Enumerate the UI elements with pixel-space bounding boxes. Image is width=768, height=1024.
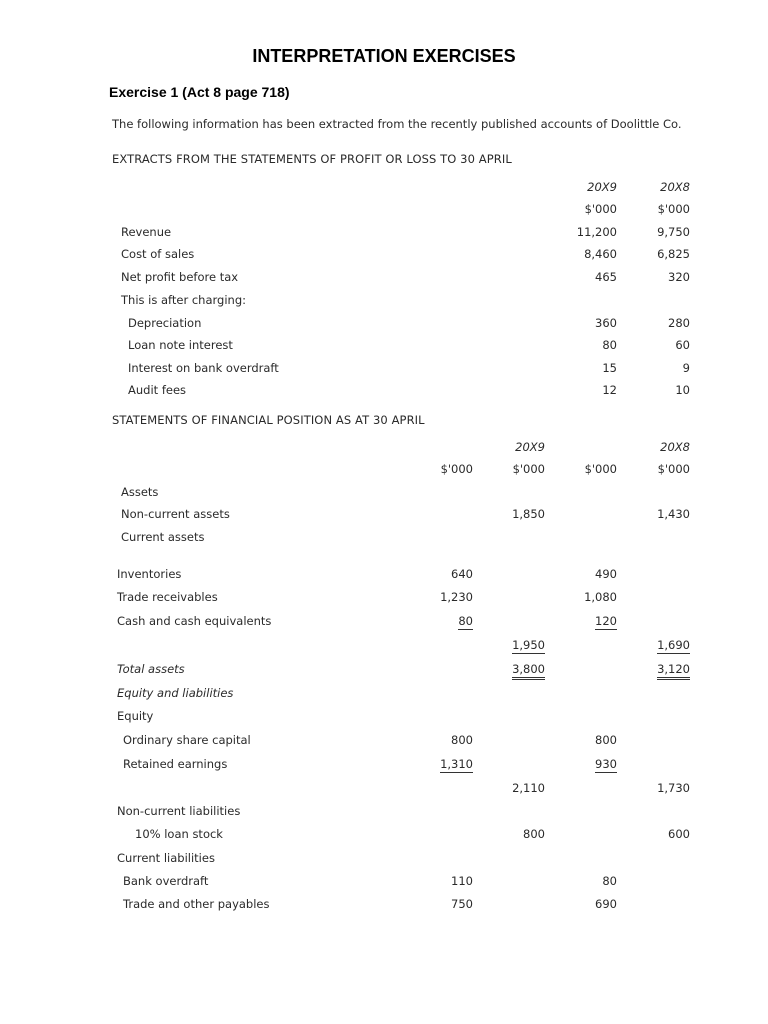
bs-row-value-4: 600: [668, 827, 690, 841]
bs-row-value-1: 1,230: [440, 590, 473, 604]
bs-year-1: 20X9: [515, 440, 545, 454]
intro-text: The following information has been extracted from the recently published accounts of Doolittle Co.: [112, 117, 682, 131]
bs-unit-4: $'000: [657, 462, 690, 476]
pl-row-value-2: 10: [675, 383, 690, 397]
pl-row-label: Loan note interest: [128, 338, 233, 352]
bs-row-value-3: 800: [595, 733, 617, 747]
bs-year-row: [0, 440, 768, 456]
bs-row-label: Equity: [117, 709, 154, 723]
bs-row-value-3: 1,080: [584, 590, 617, 604]
pl-unit-row: [0, 202, 768, 218]
bs-row-trade-payables: [0, 897, 768, 913]
pl-row-value-2: 9,750: [657, 225, 690, 239]
bs-row-value-4: 1,730: [657, 781, 690, 795]
pl-row-overdraft-interest: [0, 361, 768, 377]
bs-row-current-assets: [0, 530, 768, 546]
bs-row-value-4: 1,690: [657, 638, 690, 652]
bs-row-value-2: 3,800: [512, 662, 545, 680]
pl-row-value-1: 80: [602, 338, 617, 352]
pl-row-value-2: 280: [668, 316, 690, 330]
bs-row-loan-stock: [0, 827, 768, 843]
bs-row-label: Cash and cash equivalents: [117, 614, 272, 628]
pl-row-loan-note-interest: [0, 338, 768, 354]
bs-unit-3: $'000: [584, 462, 617, 476]
bs-row-label: Equity and liabilities: [117, 686, 234, 700]
bs-row-label: Bank overdraft: [123, 874, 209, 888]
bs-row-total-assets: [0, 662, 768, 678]
bs-row-value-2: 2,110: [512, 781, 545, 795]
pl-row-value-2: 60: [675, 338, 690, 352]
bs-row-label: 10% loan stock: [135, 827, 223, 841]
pl-row-depreciation: [0, 316, 768, 332]
bs-row-label: Inventories: [117, 567, 182, 581]
bs-row-label: Trade and other payables: [123, 897, 270, 911]
bs-row-current-liabilities: [0, 851, 768, 867]
pl-row-label: Interest on bank overdraft: [128, 361, 279, 375]
bs-row-label: Current assets: [121, 530, 205, 544]
bs-row-label: Ordinary share capital: [123, 733, 251, 747]
bs-row-label: Retained earnings: [123, 757, 228, 771]
bs-heading: STATEMENTS OF FINANCIAL POSITION AS AT 30 APRIL: [112, 413, 425, 427]
bs-row-equity-total: [0, 781, 768, 797]
bs-row-equity-and-liabilities: [0, 686, 768, 702]
bs-row-label: Current liabilities: [117, 851, 215, 865]
bs-row-non-current-liabilities: [0, 804, 768, 820]
pl-year-row: [0, 180, 768, 196]
exercise-heading: Exercise 1 (Act 8 page 718): [109, 84, 290, 100]
pl-row-label: Revenue: [121, 225, 172, 239]
bs-row-equity: [0, 709, 768, 725]
pl-row-label: Cost of sales: [121, 247, 195, 261]
bs-unit-row: [0, 462, 768, 478]
bs-unit-1: $'000: [440, 462, 473, 476]
pl-unit-2: $'000: [657, 202, 690, 216]
bs-row-current-assets-total: [0, 638, 768, 654]
pl-row-net-profit: [0, 270, 768, 286]
bs-unit-2: $'000: [512, 462, 545, 476]
bs-row-value-4: 3,120: [657, 662, 690, 680]
bs-row-share-capital: [0, 733, 768, 749]
pl-row-revenue: [0, 225, 768, 241]
bs-row-value-2: 800: [523, 827, 545, 841]
bs-row-label: Trade receivables: [117, 590, 218, 604]
bs-row-value-1: 1,310: [440, 757, 473, 771]
pl-row-value-2: 9: [682, 361, 690, 375]
pl-row-cost-of-sales: [0, 247, 768, 263]
bs-row-value-3: 80: [602, 874, 617, 888]
bs-row-label: Assets: [121, 485, 159, 499]
pl-row-label: Net profit before tax: [121, 270, 239, 284]
page-title: INTERPRETATION EXERCISES: [252, 46, 516, 66]
bs-row-inventories: [0, 567, 768, 583]
pl-row-label: Depreciation: [128, 316, 202, 330]
bs-row-value-4: 1,430: [657, 507, 690, 521]
bs-row-value-2: 1,950: [512, 638, 545, 652]
bs-row-value-1: 110: [451, 874, 473, 888]
bs-row-label: Total assets: [117, 662, 185, 676]
bs-row-trade-receivables: [0, 590, 768, 606]
pl-row-label: This is after charging:: [121, 293, 247, 307]
pl-year-2: 20X8: [660, 180, 690, 194]
pl-row-after-charging: [0, 293, 768, 309]
bs-row-value-1: 640: [451, 567, 473, 581]
pl-year-1: 20X9: [587, 180, 617, 194]
pl-row-value-2: 6,825: [657, 247, 690, 261]
bs-row-value-3: 930: [595, 757, 617, 771]
bs-row-value-3: 490: [595, 567, 617, 581]
pl-unit-1: $'000: [584, 202, 617, 216]
pl-row-value-1: 15: [602, 361, 617, 375]
bs-row-value-1: 80: [458, 614, 473, 628]
bs-row-value-1: 750: [451, 897, 473, 911]
pl-row-value-1: 465: [595, 270, 617, 284]
pl-row-value-2: 320: [668, 270, 690, 284]
pl-heading: EXTRACTS FROM THE STATEMENTS OF PROFIT OR LOSS TO 30 APRIL: [112, 152, 512, 166]
pl-row-value-1: 11,200: [576, 225, 617, 239]
bs-row-value-2: 1,850: [512, 507, 545, 521]
bs-row-cash: [0, 614, 768, 630]
bs-row-label: Non-current assets: [121, 507, 230, 521]
bs-row-value-3: 690: [595, 897, 617, 911]
bs-row-retained-earnings: [0, 757, 768, 773]
pl-row-value-1: 12: [602, 383, 617, 397]
bs-row-non-current-assets: [0, 507, 768, 523]
bs-row-assets: [0, 485, 768, 501]
pl-row-value-1: 360: [595, 316, 617, 330]
bs-row-bank-overdraft: [0, 874, 768, 890]
pl-row-value-1: 8,460: [584, 247, 617, 261]
pl-row-audit-fees: [0, 383, 768, 399]
bs-row-value-1: 800: [451, 733, 473, 747]
bs-row-label: Non-current liabilities: [117, 804, 241, 818]
bs-row-value-3: 120: [595, 614, 617, 628]
pl-row-label: Audit fees: [128, 383, 187, 397]
bs-year-2: 20X8: [660, 440, 690, 454]
